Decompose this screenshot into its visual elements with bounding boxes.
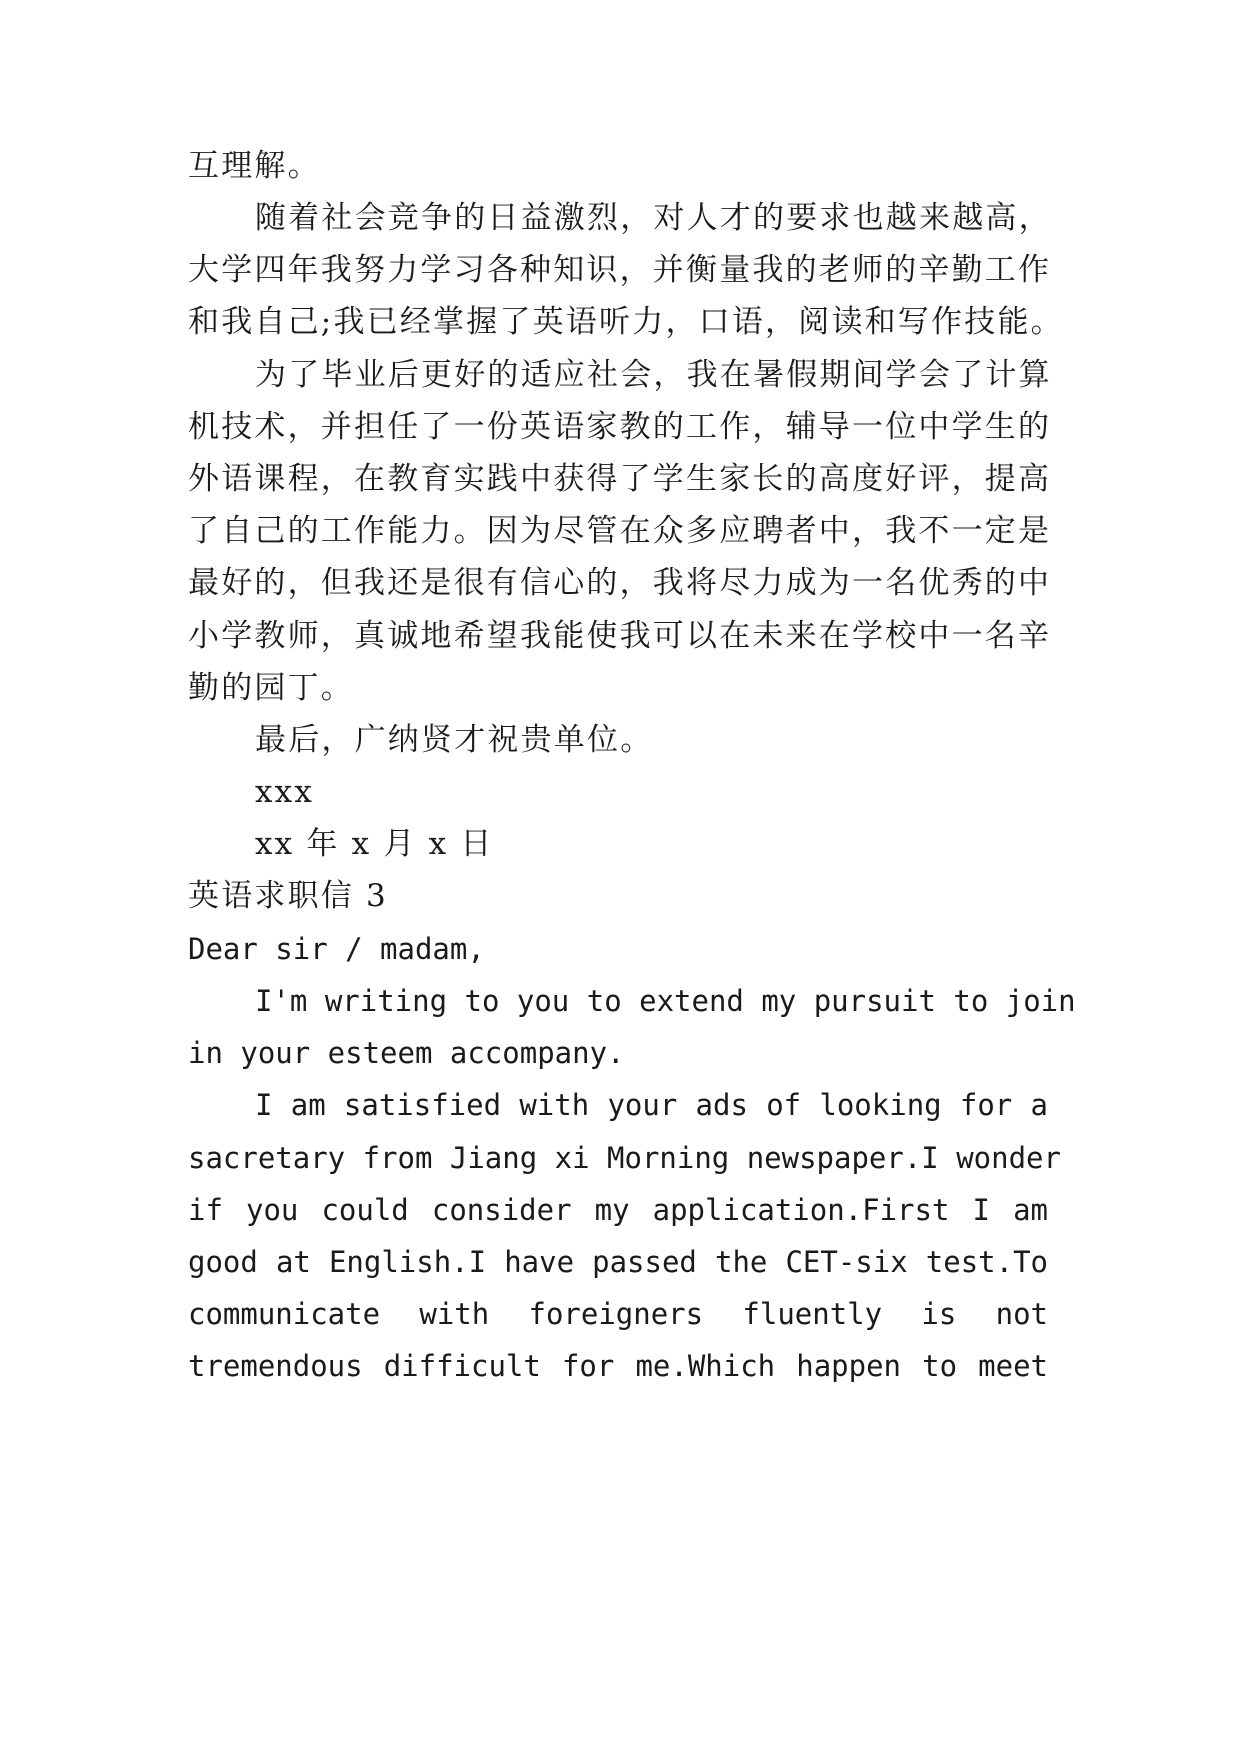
paragraph-line: 互理解。 bbox=[188, 148, 321, 184]
signature-name: xxx bbox=[255, 774, 315, 810]
salutation: Dear sir / madam, bbox=[188, 932, 485, 966]
paragraph-line: if you could consider my application.First I am bbox=[188, 1193, 1048, 1227]
section-heading: 英语求职信 3 bbox=[188, 878, 388, 914]
paragraph-line: tremendous difficult for me.Which happen to meet bbox=[188, 1349, 1048, 1383]
paragraph-line: 最后，广纳贤才祝贵单位。 bbox=[255, 722, 654, 758]
paragraph-line: 为了毕业后更好的适应社会，我在暑假期间学会了计算 bbox=[255, 357, 1052, 393]
paragraph-line: 外语课程，在教育实践中获得了学生家长的高度好评，提高 bbox=[188, 461, 1052, 497]
paragraph-line: 小学教师，真诚地希望我能使我可以在未来在学校中一名辛 bbox=[188, 618, 1052, 654]
signature-date: xx 年 x 月 x 日 bbox=[255, 826, 494, 862]
paragraph-line: good at English.I have passed the CET-six test.To bbox=[188, 1245, 1048, 1279]
paragraph-line: 大学四年我努力学习各种知识，并衡量我的老师的辛勤工作 bbox=[188, 252, 1052, 288]
paragraph-line: 和我自己;我已经掌握了英语听力，口语，阅读和写作技能。 bbox=[188, 304, 1064, 340]
paragraph-line: 随着社会竞争的日益激烈，对人才的要求也越来越高， bbox=[255, 200, 1052, 236]
paragraph-line: 了自己的工作能力。因为尽管在众多应聘者中，我不一定是 bbox=[188, 513, 1052, 549]
paragraph-line: in your esteem accompany. bbox=[188, 1036, 625, 1070]
paragraph-line: sacretary from Jiang xi Morning newspaper.I wonder bbox=[188, 1141, 1061, 1175]
paragraph-line: communicate with foreigners fluently is not bbox=[188, 1297, 1048, 1331]
paragraph-line: 勤的园丁。 bbox=[188, 670, 354, 706]
paragraph-line: 机技术，并担任了一份英语家教的工作，辅导一位中学生的 bbox=[188, 409, 1052, 445]
paragraph-line: I'm writing to you to extend my pursuit to join bbox=[255, 984, 1076, 1018]
paragraph-line: I am satisfied with your ads of looking for a bbox=[255, 1088, 1048, 1122]
paragraph-line: 最好的，但我还是很有信心的，我将尽力成为一名优秀的中 bbox=[188, 565, 1052, 601]
